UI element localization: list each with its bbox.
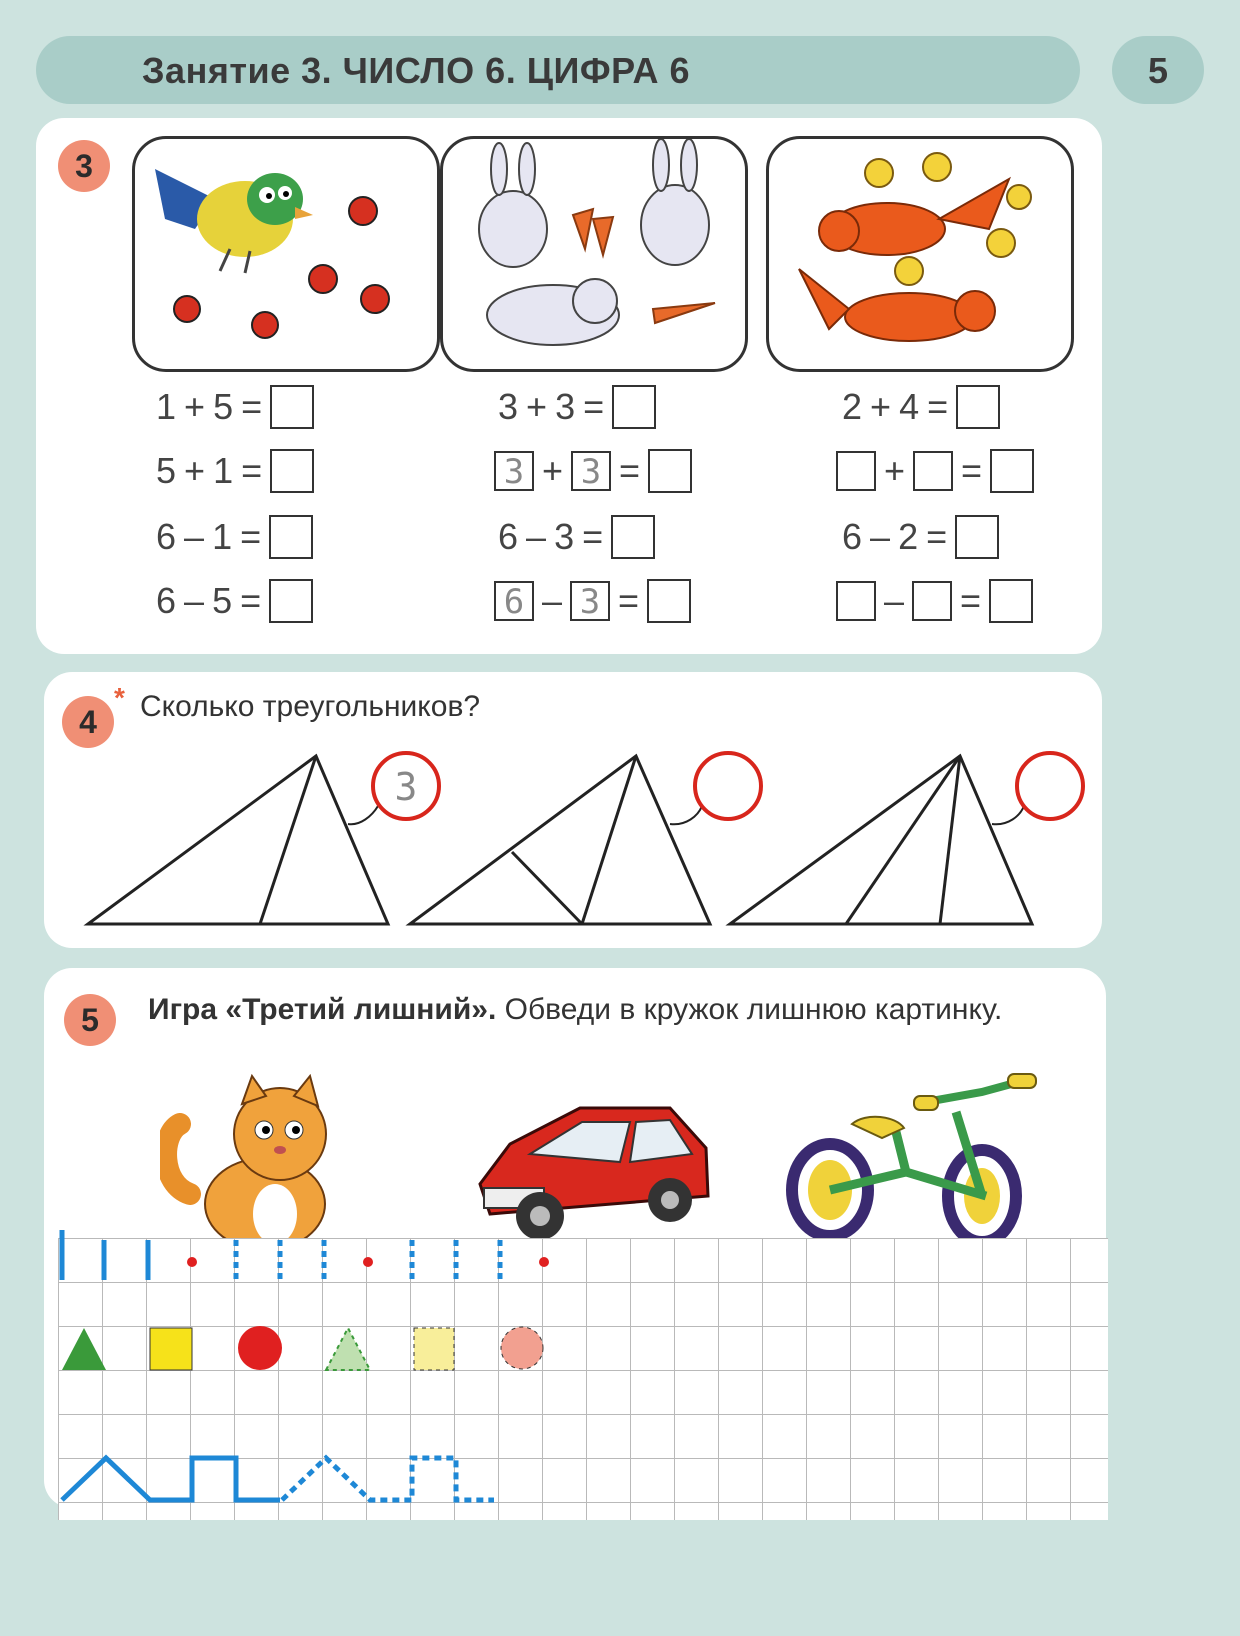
- operand-a: 6: [156, 580, 177, 621]
- page-number: 5: [1147, 50, 1169, 91]
- shape-pattern: [62, 1326, 543, 1370]
- operator: –: [184, 516, 205, 557]
- task3-badge: 3: [58, 140, 110, 192]
- dotted-digit: 3: [579, 582, 601, 622]
- operand-b: 1: [213, 450, 234, 491]
- dotted-digit: 6: [503, 582, 525, 622]
- operator: +: [184, 450, 206, 491]
- equals-sign: =: [241, 386, 263, 427]
- operand-b: 5: [212, 580, 233, 621]
- operand-a: 6: [156, 516, 177, 557]
- game-instruction: Обведи в кружок лишнюю картинку.: [496, 993, 1003, 1026]
- operand-a: 2: [842, 386, 863, 427]
- operator: –: [884, 580, 905, 621]
- equals-sign: =: [927, 386, 949, 427]
- red-circle-icon: [238, 1326, 282, 1370]
- equals-sign: =: [583, 386, 605, 427]
- equals-sign: =: [619, 450, 641, 491]
- operator: +: [884, 450, 906, 491]
- operator: –: [870, 516, 891, 557]
- operand-a: 1: [156, 386, 177, 427]
- operand-b: 3: [555, 386, 576, 427]
- operand-a: 6: [498, 516, 519, 557]
- operand-b: 3: [554, 516, 575, 557]
- task4-question: Сколько треугольников?: [140, 690, 481, 723]
- operand-a: 5: [156, 450, 177, 491]
- dashed-zigzag: [282, 1458, 494, 1500]
- game-title: Игра «Третий лишний».: [148, 993, 497, 1026]
- equals-sign: =: [960, 580, 982, 621]
- red-dot-icons: [187, 1257, 549, 1267]
- operand-b: 5: [213, 386, 234, 427]
- equals-sign: =: [582, 516, 604, 557]
- task5-badge: 5: [64, 994, 116, 1046]
- dashed-circle-icon: [501, 1327, 543, 1369]
- operator: –: [184, 580, 205, 621]
- operand-a: 6: [842, 516, 863, 557]
- equals-sign: =: [240, 516, 262, 557]
- dotted-digit: 3: [580, 452, 602, 492]
- operator: +: [184, 386, 206, 427]
- operand-b: 2: [898, 516, 919, 557]
- equals-sign: =: [240, 580, 262, 621]
- operand-b: 4: [899, 386, 920, 427]
- dashed-triangle-icon: [326, 1328, 370, 1370]
- yellow-square-icon: [150, 1328, 192, 1370]
- dotted-digit: 3: [503, 452, 525, 492]
- equals-sign: =: [241, 450, 263, 491]
- operand-a: 3: [498, 386, 519, 427]
- operator: –: [526, 516, 547, 557]
- operator: +: [870, 386, 892, 427]
- operator: –: [542, 580, 563, 621]
- answer-circle-1-value: 3: [394, 765, 418, 809]
- page-title: Занятие 3. ЧИСЛО 6. ЦИФРА 6: [142, 50, 690, 91]
- zigzag-pattern: [62, 1458, 494, 1500]
- operator: +: [542, 450, 564, 491]
- operator: +: [526, 386, 548, 427]
- equals-sign: =: [926, 516, 948, 557]
- dashed-square-icon: [414, 1328, 454, 1370]
- equals-sign: =: [618, 580, 640, 621]
- line-dot-pattern: [62, 1230, 500, 1280]
- operand-b: 1: [212, 516, 233, 557]
- green-triangle-icon: [62, 1328, 106, 1370]
- difficulty-star: *: [114, 682, 125, 713]
- solid-zigzag: [62, 1458, 280, 1500]
- equals-sign: =: [961, 450, 983, 491]
- task4-badge: 4: [62, 696, 114, 748]
